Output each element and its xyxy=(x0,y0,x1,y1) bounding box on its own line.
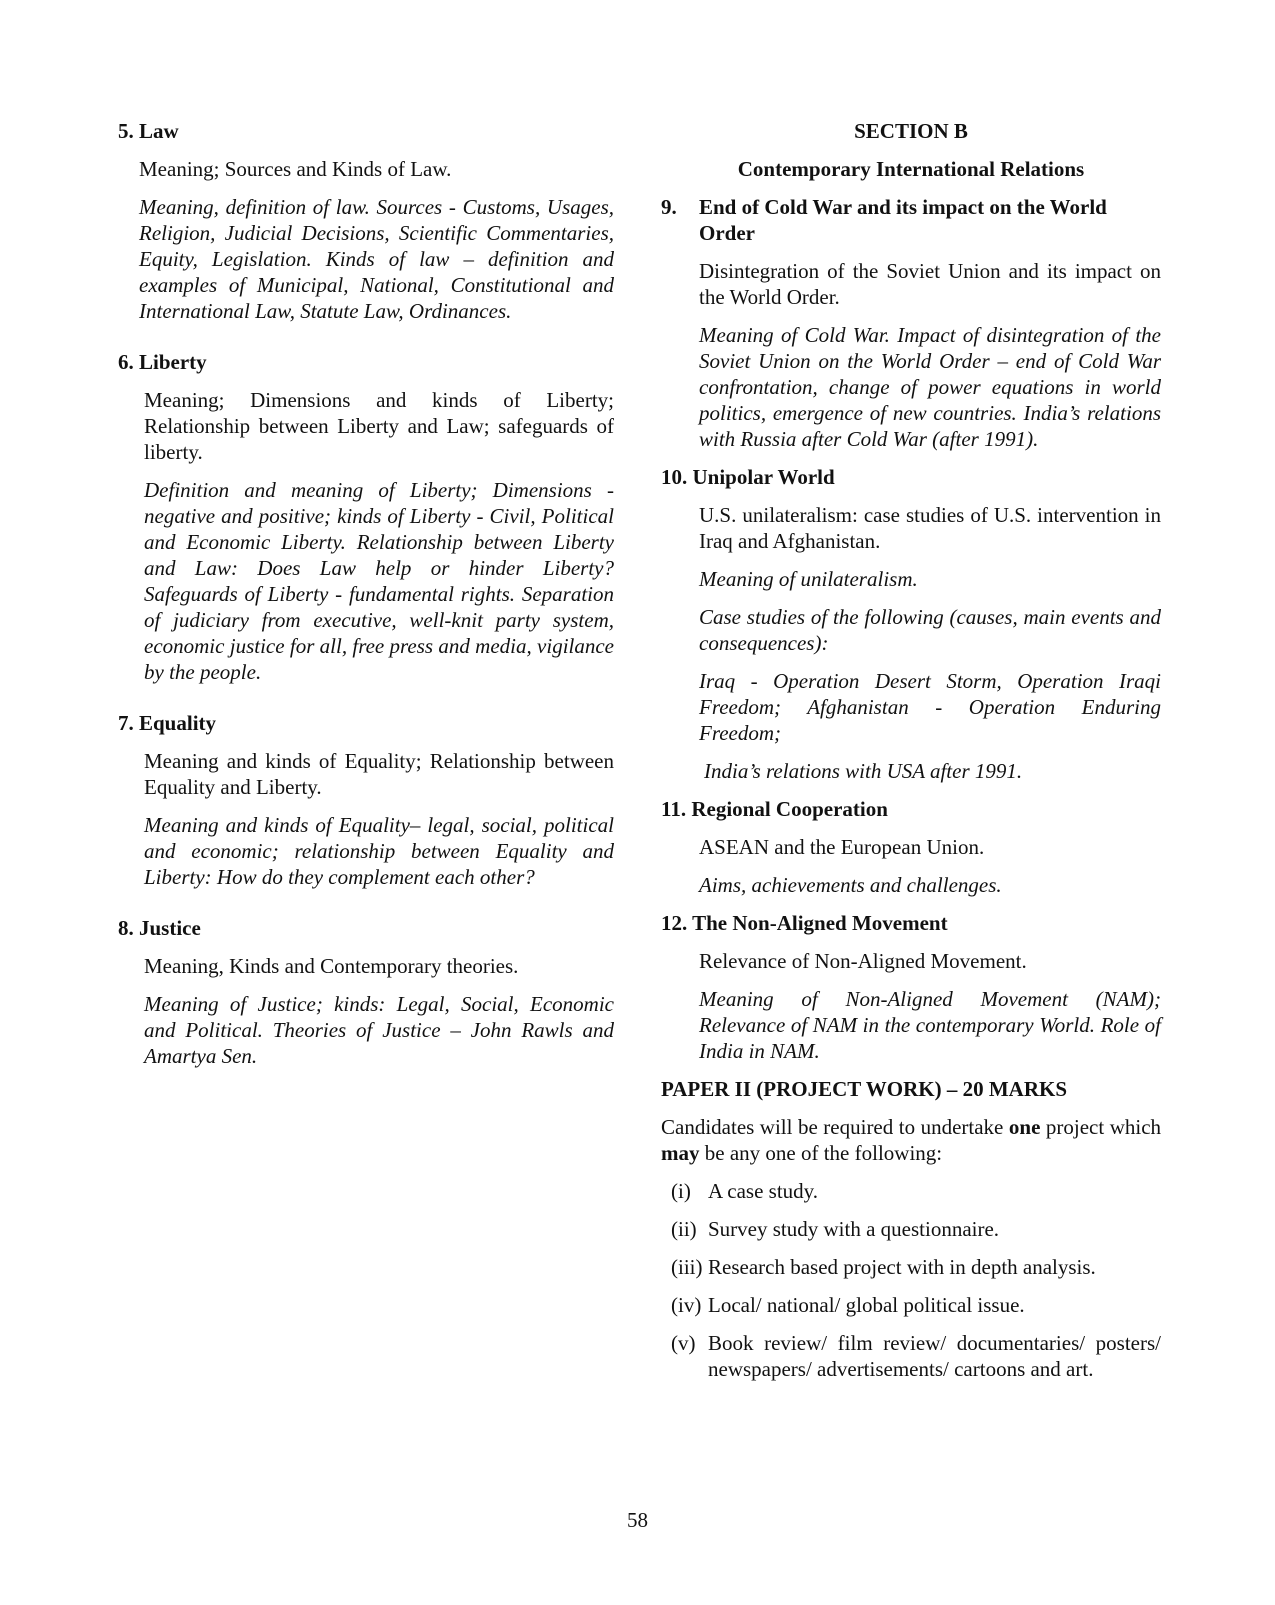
unipolar-detail-4: India’s relations with USA after 1991. xyxy=(704,759,1023,783)
paper2-intro-e: be any one of the following: xyxy=(699,1141,943,1165)
paper2-intro-a: Candidates will be required to undertake xyxy=(661,1115,1009,1139)
equality-detail: Meaning and kinds of Equality– legal, social, political and economic; relationship between Equality and Liberty: How do they complement each other? xyxy=(144,813,614,889)
section-subtitle: Contemporary International Relations xyxy=(737,157,1085,181)
paper2-intro-d: may xyxy=(661,1141,700,1165)
justice-detail: Meaning of Justice; kinds: Legal, Social, Economic and Political. Theories of Justice – John Rawls and Amartya Sen. xyxy=(144,992,614,1068)
list-item-number: (v) xyxy=(671,1331,696,1355)
equality-summary: Meaning and kinds of Equality; Relationship between Equality and Liberty. xyxy=(144,749,614,799)
unipolar-summary: U.S. unilateralism: case studies of U.S. intervention in Iraq and Afghanistan. xyxy=(699,503,1161,553)
nam-heading: 12. The Non-Aligned Movement xyxy=(661,911,948,935)
list-item-number: (iii) xyxy=(671,1255,703,1279)
list-item-number: (ii) xyxy=(671,1217,697,1241)
list-item-text: Local/ national/ global political issue. xyxy=(708,1293,1025,1317)
unipolar-detail-2: Case studies of the following (causes, main events and consequences): xyxy=(699,605,1161,655)
section-title: SECTION B xyxy=(854,119,968,143)
paper2-intro-b: one xyxy=(1008,1115,1041,1139)
list-item-text: Research based project with in depth analysis. xyxy=(708,1255,1096,1279)
cold-war-detail: Meaning of Cold War. Impact of disintegration of the Soviet Union on the World Order – end of Cold War confrontation, change of power equations in world politics, emergence of new countries. India’s relations with Russia after Cold War (after 1991). xyxy=(699,323,1161,451)
law-summary: Meaning; Sources and Kinds of Law. xyxy=(139,157,452,181)
justice-heading: 8. Justice xyxy=(118,916,201,940)
paper2-heading: PAPER II (PROJECT WORK) – 20 MARKS xyxy=(661,1077,1068,1101)
liberty-summary: Meaning; Dimensions and kinds of Liberty; Relationship between Liberty and Law; safeguards of liberty. xyxy=(144,388,614,464)
list-item-text: A case study. xyxy=(708,1179,819,1203)
cold-war-summary: Disintegration of the Soviet Union and its impact on the World Order. xyxy=(699,259,1161,309)
left-column xyxy=(118,118,614,1069)
law-heading: 5. Law xyxy=(118,119,179,143)
justice-summary: Meaning, Kinds and Contemporary theories. xyxy=(144,954,519,978)
cold-war-number: 9. xyxy=(661,195,677,219)
liberty-detail: Definition and meaning of Liberty; Dimensions - negative and positive; kinds of Liberty - Civil, Political and Economic Liberty. Relationship between Liberty and Law: Does Law help or hinder Liberty? Safeguards of Liberty - fundamental rights. Separation of judiciary from executive, well-knit party system, economic justice for all, free press and media, vigilance by the people. xyxy=(144,478,614,684)
regional-heading: 11. Regional Cooperation xyxy=(661,797,888,821)
nam-summary: Relevance of Non-Aligned Movement. xyxy=(699,949,1027,973)
list-item-number: (iv) xyxy=(671,1293,702,1317)
list-item-number: (i) xyxy=(671,1179,691,1203)
list-item-text: Survey study with a questionnaire. xyxy=(708,1217,1000,1241)
nam-detail: Meaning of Non-Aligned Movement (NAM); Relevance of NAM in the contemporary World. Role of India in NAM. xyxy=(699,987,1161,1063)
equality-heading: 7. Equality xyxy=(118,711,217,735)
page-number: 58 xyxy=(627,1508,648,1532)
liberty-heading: 6. Liberty xyxy=(118,350,207,374)
list-item xyxy=(671,1216,1161,1242)
list-item xyxy=(671,1178,1161,1204)
unipolar-detail-1: Meaning of unilateralism. xyxy=(699,567,918,591)
cold-war-title: End of Cold War and its impact on the World Order xyxy=(699,195,1107,245)
cold-war-heading xyxy=(661,194,1161,246)
right-column xyxy=(661,118,1161,1382)
unipolar-heading: 10. Unipolar World xyxy=(661,465,835,489)
law-detail: Meaning, definition of law. Sources - Customs, Usages, Religion, Judicial Decisions, Scientific Commentaries, Equity, Legislation. Kinds of law – definition and examples of Municipal, National, Constitutional and International Law, Statute Law, Ordinances. xyxy=(139,195,614,323)
unipolar-detail-3: Iraq - Operation Desert Storm, Operation Iraqi Freedom; Afghanistan - Operation Enduring Freedom; xyxy=(699,669,1161,745)
paper2-intro-c: project which xyxy=(1040,1115,1162,1139)
list-item xyxy=(671,1292,1161,1318)
regional-detail: Aims, achievements and challenges. xyxy=(699,873,1002,897)
list-item xyxy=(671,1254,1161,1280)
paper2-intro xyxy=(661,1114,1161,1166)
list-item xyxy=(671,1330,1161,1382)
regional-summary: ASEAN and the European Union. xyxy=(699,835,985,859)
list-item-text: Book review/ film review/ documentaries/ posters/ newspapers/ advertisements/ cartoons and art. xyxy=(708,1331,1161,1381)
